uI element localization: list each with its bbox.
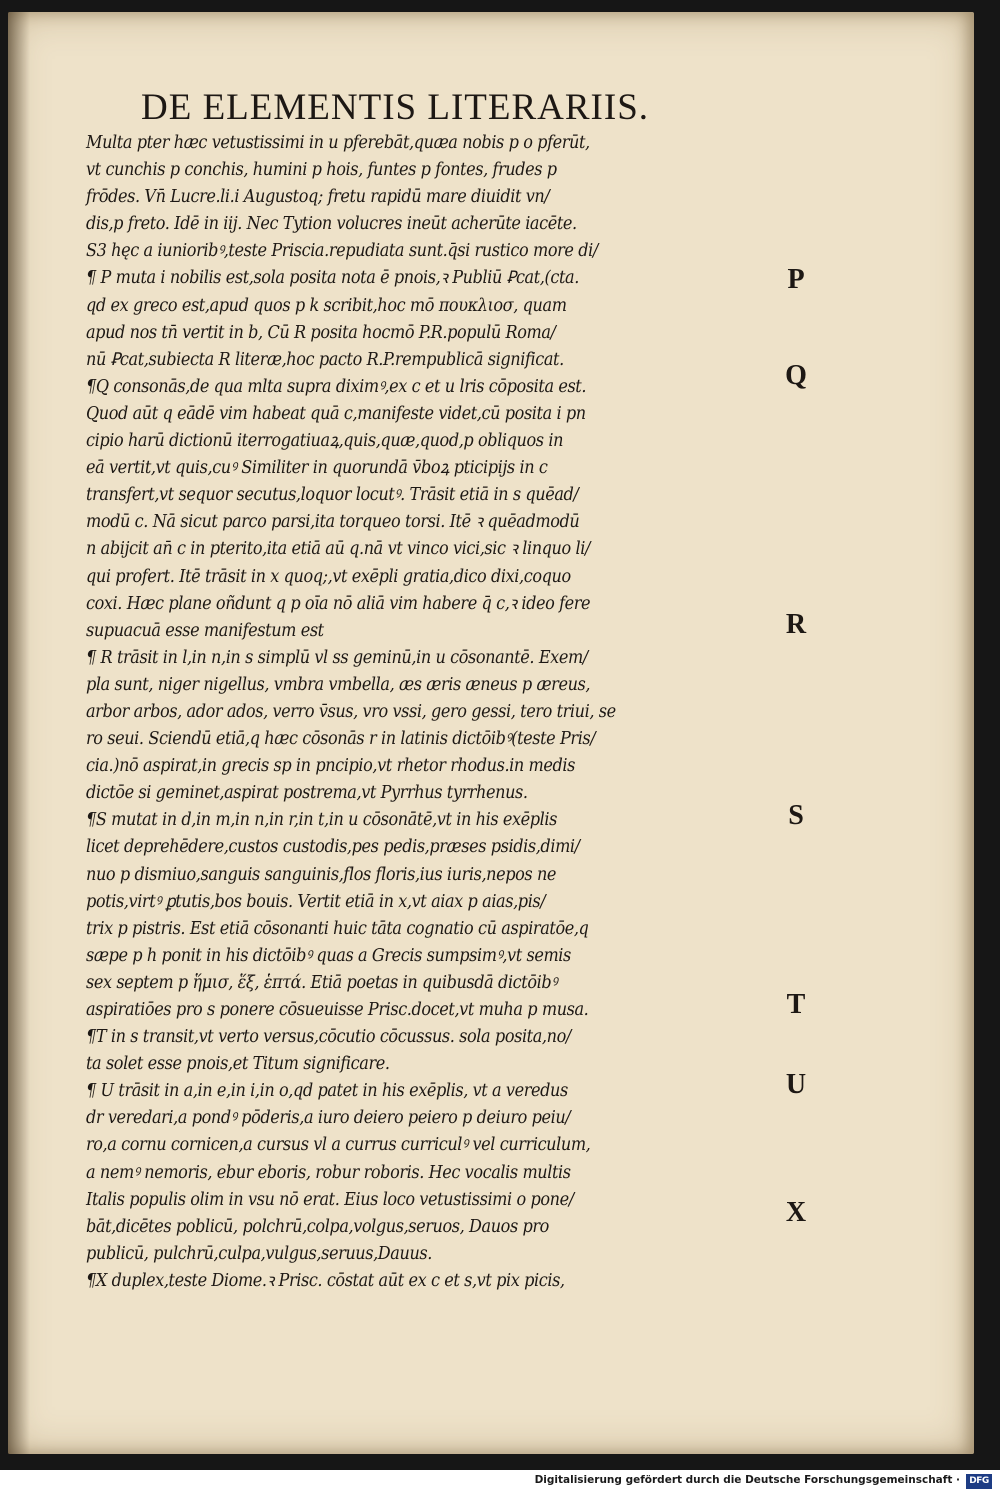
text-line: modū c. Nā sicut parco parsi,ita torqueo torsi. Itē ꝛ quēadmodū xyxy=(86,512,580,533)
text-block xyxy=(86,88,726,1295)
margin-letter-x: X xyxy=(785,1197,807,1228)
text-line: arbor arbos, ador ados, verro v̄sus, vro vssi, gero gessi, tero triui, se xyxy=(86,701,616,722)
text-line: eā vertit,vt quis,cuꝰ Similiter in quorundā v̄boꝝ pticipijs in c xyxy=(86,458,548,479)
text-line: a nemꝰ nemoris, ebur eboris, robur roboris. Hec vocalis multis xyxy=(86,1162,571,1183)
text-line: apud nos tn̄ vertit in b, Cū R posita hocmō P.R.populū Roma/ xyxy=(86,322,556,343)
text-line: ¶ P muta i nobilis est,sola posita nota ē pnois,ꝛ Publiū Ꝑcat,(cta. xyxy=(86,268,579,289)
text-line: dictōe si geminet,aspirat postrema,vt Pyrrhus tyrrhenus. xyxy=(86,783,528,804)
text-line: dr veredari,a pondꝰ pōderis,a iuro deiero peiero p deiuro peiu/ xyxy=(86,1108,571,1129)
text-line: qd ex greco est,apud quos p k scribit,hoc mō πουκλιοσ, quam xyxy=(86,295,567,316)
text-line: ¶ R trāsit in l,in n,in s simplū vl ss geminū,in u cōsonantē. Exem/ xyxy=(86,647,588,668)
margin-letter-p: P xyxy=(787,264,805,295)
text-line: licet deprehēdere,custos custodis,pes pedis,præses psidis,dimi/ xyxy=(86,837,580,858)
text-line: ro seui. Sciendū etiā,q hæc cōsonās r in latinis dictōibꝰ(teste Pris/ xyxy=(86,729,596,750)
text-line: trix p pistris. Est etiā cōsonanti huic tāta cognatio cū aspiratōe,q xyxy=(86,918,589,939)
text-line: Quod aūt q eādē vim habeat quā c,manifeste videt,cū posita i pn xyxy=(86,403,586,424)
body-text xyxy=(86,130,726,1295)
text-line: cia.)nō aspirat,in grecis sp in pncipio,vt rhetor rhodus.in medis xyxy=(86,756,575,777)
text-line: Italis populis olim in vsu nō erat. Eius loco vetustissimi o pone/ xyxy=(86,1189,574,1210)
dfg-logo: DFG xyxy=(966,1474,992,1489)
text-line: supuacuā esse manifestum est xyxy=(86,620,324,641)
text-line: ta solet esse pnois,et Titum significare. xyxy=(86,1054,390,1075)
page-title: DE ELEMENTIS LITERARIIS. xyxy=(141,87,650,128)
text-line: ¶Q consonās,de qua mlta supra diximꝰ,ex c et u lris cōposita est. xyxy=(86,376,587,397)
text-line: publicū, pulchrū,culpa,vulgus,seruus,Dauus. xyxy=(86,1243,432,1264)
text-line: ro,a cornu cornicen,a cursus vl a currus curriculꝰ vel curriculum, xyxy=(86,1135,591,1156)
margin-letter-q: Q xyxy=(785,360,807,391)
text-line: ¶T in s transit,vt verto versus,cōcutio cōcussus. sola posita,no/ xyxy=(86,1027,571,1048)
margin-letter-r: R xyxy=(785,609,807,640)
text-line: ¶S mutat in d,in m,in n,in r,in t,in u cōsonātē,vt in his exēplis xyxy=(86,810,557,831)
text-line: aspiratiōes pro s ponere cōsueuisse Prisc.docet,vt muha p musa. xyxy=(86,1000,589,1020)
text-line: sæpe p h ponit in his dictōibꝰ quas a Grecis sumpsimꝰ,vt semis xyxy=(86,945,571,966)
text-line: pla sunt, niger nigellus, vmbra vmbella, æs æris æneus p æreus, xyxy=(86,674,591,695)
text-line: nuo p dismiuo,sanguis sanguinis,flos floris,ius iuris,nepos ne xyxy=(86,864,557,885)
margin-letter-t: T xyxy=(786,989,806,1020)
text-line: S3 hęc a iunioribꝰ,teste Priscia.repudiata sunt.q̄si rustico more di/ xyxy=(86,241,598,262)
margin-letter-s: S xyxy=(788,800,804,831)
text-line: transfert,vt sequor secutus,loquor locutꝰ. Trāsit etiā in s quēad/ xyxy=(86,485,579,506)
margin-letter-u: U xyxy=(785,1069,807,1100)
footer-bar xyxy=(0,1470,1000,1494)
text-line: ¶X duplex,teste Diome.ꝛ Prisc. cōstat aūt ex c et s,vt pix picis, xyxy=(86,1270,565,1291)
text-line: coxi. Hæc plane oñdunt q p oīa nō aliā vim habere q̄ c,ꝛ ideo fere xyxy=(86,593,591,614)
text-line: cipio harū dictionū iterrogatiuaꝝ,quis,quæ,quod,p obliquos in xyxy=(86,431,564,452)
text-line: n abijcit an̄ c in pterito,ita etiā aū q.nā vt vinco vici,sic ꝛ linquo li/ xyxy=(86,539,590,560)
text-line: qui profert. Itē trāsit in x quoq;,vt exēpli gratia,dico dixi,coquo xyxy=(86,566,571,587)
text-line: frōdes. Vn̄ Lucre.li.i Augustoq; fretu rapidū mare diuidit vn/ xyxy=(86,187,550,208)
text-line: sex septem p ἥμισ, ἕξ, ἑπτά. Etiā poetas in quibusdā dictōibꝰ xyxy=(86,972,557,993)
text-line: Multa pter hæc vetustissimi in u pferebāt,quæa nobis p o pferūt, xyxy=(86,133,590,153)
text-line: bāt,dicētes poblicū, polchrū,colpa,volgus,seruos, Dauos pro xyxy=(86,1216,549,1237)
text-line: vt cunchis p conchis, humini p hois, funtes p fontes, frudes p xyxy=(86,160,557,181)
page-gutter-shadow xyxy=(8,12,30,1454)
footer-credit: Digitalisierung gefördert durch die Deutsche Forschungsgemeinschaft · xyxy=(534,1474,960,1486)
text-line: ¶ U trāsit in a,in e,in i,in o,qd patet in his exēplis, vt a veredus xyxy=(86,1081,568,1102)
text-line: dis,p freto. Idē in iij. Nec Tytion volucres ineūt acherūte iacēte. xyxy=(86,214,577,235)
text-line: nū Ꝑcat,subiecta R literæ,hoc pacto R.P.rempublicā significat. xyxy=(86,349,564,370)
text-line: potis,virtꝰ ꝑtutis,bos bouis. Vertit etiā in x,vt aiax p aias,pis/ xyxy=(86,891,546,912)
